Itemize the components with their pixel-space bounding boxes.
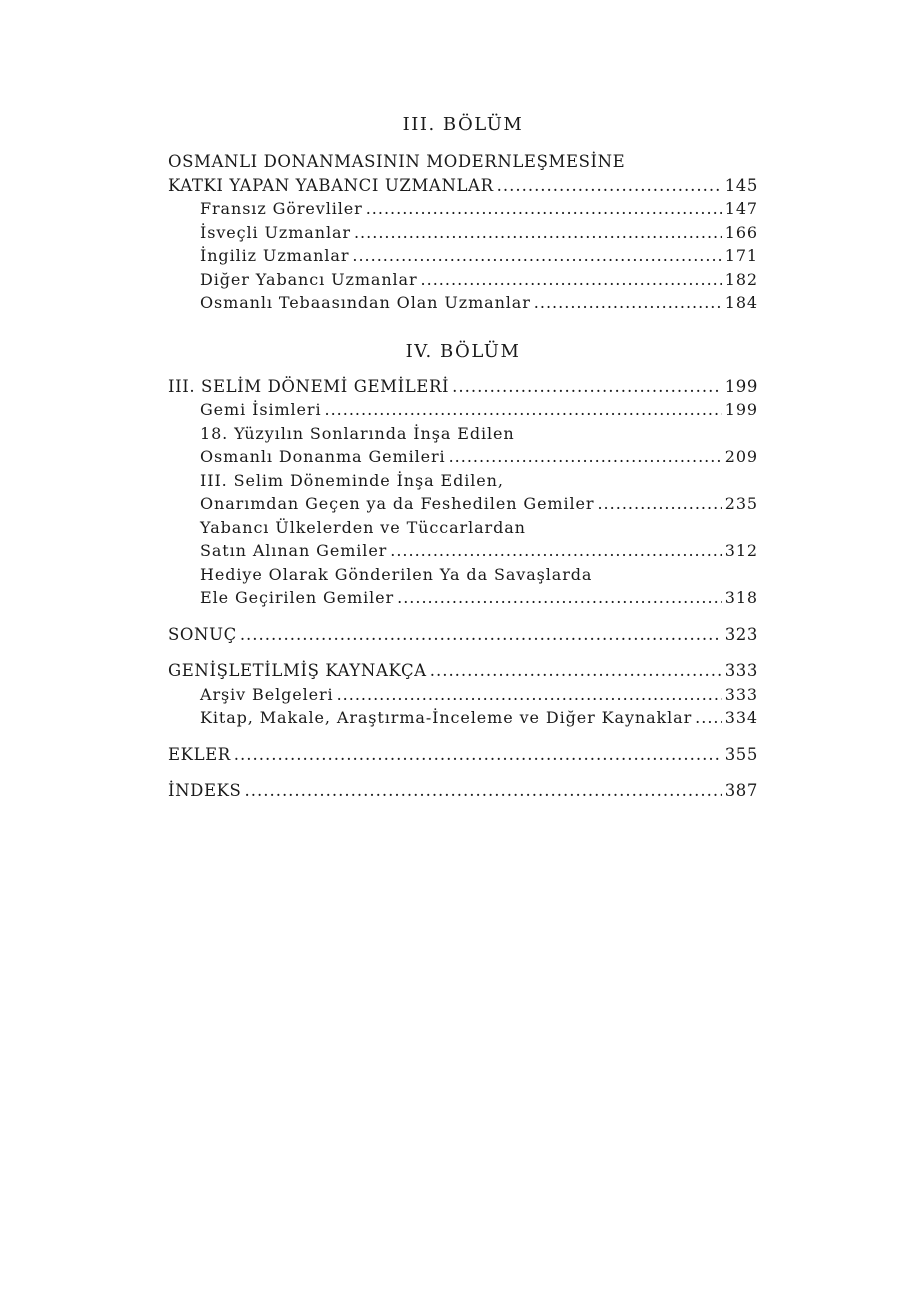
- toc-entry-label: EKLER: [168, 744, 231, 764]
- toc-page-number: 333: [724, 661, 758, 680]
- toc-entry-label: Osmanlı Tebaasından Olan Uzmanlar: [200, 293, 531, 312]
- toc-entry-label: III. SELİM DÖNEMİ GEMİLERİ: [168, 376, 450, 396]
- toc-page-number: 171: [724, 246, 758, 265]
- toc-page-number: 147: [724, 199, 758, 218]
- toc-section: [168, 539, 758, 563]
- toc-page-number: 333: [724, 684, 758, 704]
- toc-entry-label: Hediye Olarak Gönderilen Ya da Savaşlarda: [200, 564, 593, 584]
- toc-page-number: 199: [724, 376, 758, 396]
- toc-entry-label: Diğer Yabancı Uzmanlar: [200, 269, 418, 289]
- toc-page-number: 312: [724, 541, 758, 560]
- toc-page-number: 166: [724, 222, 758, 242]
- dot-leader: [695, 706, 722, 730]
- toc-section: [168, 268, 758, 292]
- toc-entry-label: III. Selim Döneminde İnşa Edilen,: [200, 470, 504, 490]
- toc-chapter-selim-ships: [168, 375, 758, 399]
- dot-leader: [397, 586, 722, 610]
- toc-entry-label: Fransız Görevliler: [200, 199, 363, 218]
- toc-bibliography: [168, 659, 758, 683]
- dot-leader: [430, 659, 722, 683]
- toc-entry-label: Kitap, Makale, Araştırma-İnceleme ve Diğer Kaynaklar: [200, 708, 693, 727]
- dot-leader: [449, 445, 722, 469]
- dot-leader: [597, 492, 721, 516]
- toc-page-number: 199: [724, 400, 758, 419]
- toc-conclusion: [168, 623, 758, 647]
- part-4-heading: IV. BÖLÜM: [405, 340, 521, 362]
- toc-section: [168, 291, 758, 315]
- toc-page-number: 184: [724, 293, 758, 312]
- toc-entry-label: Onarımdan Geçen ya da Feshedilen Gemiler: [200, 494, 595, 513]
- toc-section: [168, 445, 758, 469]
- toc-entry-label: GENİŞLETİLMİŞ KAYNAKÇA: [168, 661, 427, 680]
- dot-leader: [452, 375, 722, 399]
- dot-leader: [366, 197, 722, 221]
- table-of-contents: [168, 112, 758, 803]
- dot-leader: [421, 268, 722, 292]
- toc-page-number: 323: [724, 624, 758, 644]
- toc-page-number: 235: [724, 494, 758, 513]
- toc-section: [168, 221, 758, 245]
- toc-section: [168, 586, 758, 610]
- toc-entry-label: SONUÇ: [168, 624, 237, 644]
- toc-section-line1: [168, 516, 758, 540]
- dot-leader: [534, 291, 722, 315]
- toc-entry-label: İNDEKS: [168, 781, 242, 800]
- toc-entry-label: Osmanlı Donanma Gemileri: [200, 447, 446, 466]
- dot-leader: [352, 244, 721, 268]
- toc-section: [168, 197, 758, 221]
- toc-index: [168, 779, 758, 803]
- toc-entry-label: Yabancı Ülkelerden ve Tüccarlardan: [200, 517, 526, 537]
- toc-entry-label: KATKI YAPAN YABANCI UZMANLAR: [168, 175, 494, 195]
- dot-leader: [240, 623, 722, 647]
- toc-chapter-foreign-experts: [168, 174, 758, 198]
- toc-page-number: 355: [724, 744, 758, 764]
- toc-section: [168, 683, 758, 707]
- toc-section: [168, 492, 758, 516]
- toc-section: [168, 244, 758, 268]
- toc-chapter-foreign-experts-line1: [168, 150, 758, 174]
- part-3-heading: III. BÖLÜM: [402, 114, 524, 135]
- toc-entry-label: Ele Geçirilen Gemiler: [200, 588, 395, 607]
- toc-section-line1: [168, 422, 758, 446]
- dot-leader: [497, 174, 722, 198]
- toc-page-number: 209: [724, 447, 758, 466]
- toc-entry-label: İngiliz Uzmanlar: [200, 246, 350, 265]
- toc-section-line1: [168, 469, 758, 493]
- toc-entry-label: Arşiv Belgeleri: [200, 684, 334, 704]
- toc-entry-label: 18. Yüzyılın Sonlarında İnşa Edilen: [200, 423, 515, 443]
- dot-leader: [234, 743, 722, 767]
- toc-appendices: [168, 743, 758, 767]
- dot-leader: [390, 539, 722, 563]
- toc-entry-label: Gemi İsimleri: [200, 400, 322, 419]
- toc-entry-label: İsveçli Uzmanlar: [200, 222, 351, 242]
- toc-section: [168, 706, 758, 730]
- dot-leader: [244, 779, 721, 803]
- dot-leader: [354, 221, 722, 245]
- toc-page-number: 145: [724, 175, 758, 195]
- toc-section: [168, 398, 758, 422]
- toc-page-number: 387: [724, 781, 758, 800]
- toc-page-number: 334: [724, 708, 758, 727]
- dot-leader: [325, 398, 722, 422]
- toc-page-number: 318: [724, 588, 758, 607]
- toc-page-number: 182: [724, 269, 758, 289]
- toc-section-line1: [168, 563, 758, 587]
- toc-entry-label: OSMANLI DONANMASININ MODERNLEŞMESİNE: [168, 152, 626, 171]
- toc-entry-label: Satın Alınan Gemiler: [200, 541, 388, 560]
- dot-leader: [337, 683, 722, 707]
